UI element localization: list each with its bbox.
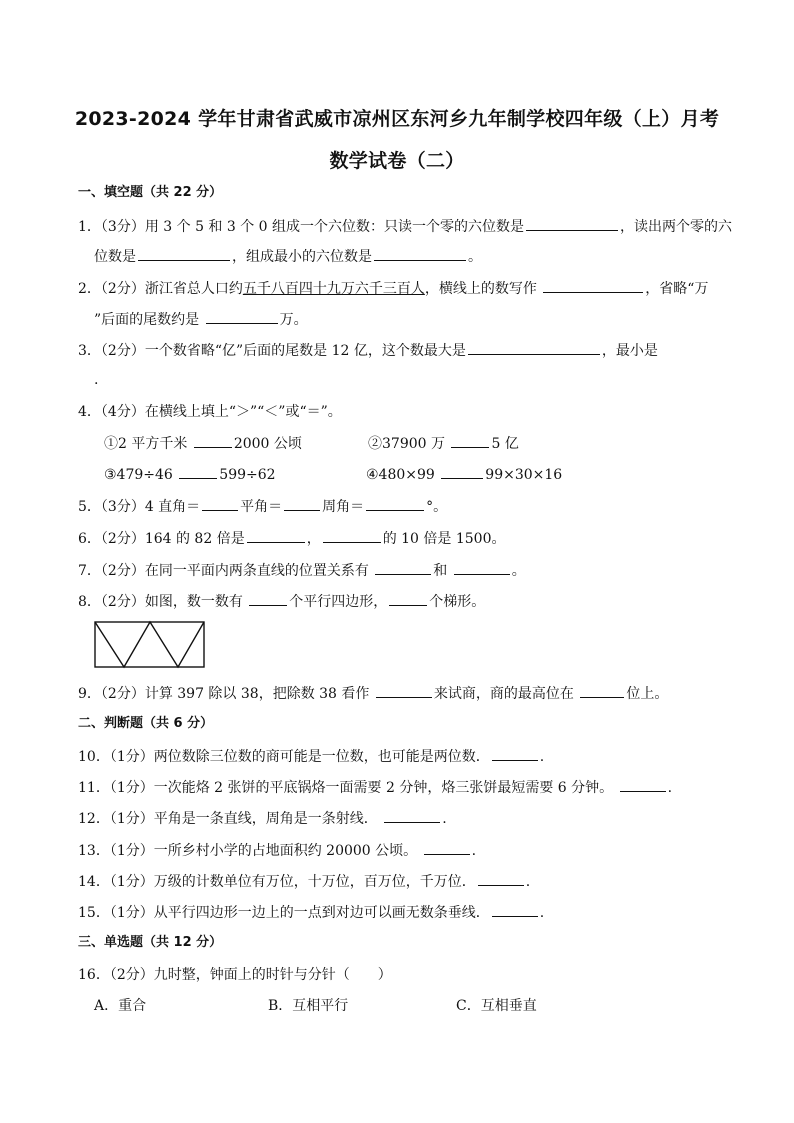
answer-blank[interactable] xyxy=(284,496,320,511)
question-1-text: 1．（3分）用 3 个 5 和 3 个 0 组成一个六位数：只读一个零的六位数是 xyxy=(78,219,525,235)
question-9 xyxy=(78,683,668,704)
question-4-text: ④480×99 xyxy=(366,467,435,483)
question-3-text: . xyxy=(94,372,99,388)
question-10-text: . xyxy=(539,749,545,765)
question-4-text: 99×30×16 xyxy=(485,467,563,483)
question-13 xyxy=(78,840,476,861)
question-3-line1 xyxy=(78,340,658,361)
answer-blank[interactable] xyxy=(620,777,666,792)
question-10 xyxy=(78,746,544,767)
question-2-line2 xyxy=(94,309,308,330)
question-15-text: . xyxy=(539,905,545,921)
question-5 xyxy=(78,496,447,517)
question-12-text: 12．（1分）平角是一条直线，周角是一条射线． xyxy=(78,811,378,827)
question-4-item-4 xyxy=(366,464,562,485)
question-14 xyxy=(78,871,530,892)
question-7-text: 。 xyxy=(511,563,526,579)
question-9-text: 位上。 xyxy=(626,686,669,702)
answer-blank[interactable] xyxy=(375,560,431,575)
question-8-text: 个平行四边形， xyxy=(289,594,388,610)
question-9-text: 9．（2分）计算 397 除以 38，把除数 38 看作 xyxy=(78,686,370,702)
question-16-stem: 16．（2分）九时整，钟面上的时针与分针（ ） xyxy=(78,967,392,983)
question-2-line1 xyxy=(78,278,708,299)
answer-blank[interactable] xyxy=(478,871,524,886)
question-4-text: ②37900 万 xyxy=(368,436,445,452)
answer-blank[interactable] xyxy=(323,528,381,543)
question-14-text: . xyxy=(525,874,531,890)
answer-blank[interactable] xyxy=(249,591,287,606)
question-11 xyxy=(78,777,672,798)
question-9-text: 来试商，商的最高位在 xyxy=(433,686,574,702)
answer-blank[interactable] xyxy=(376,683,432,698)
question-12 xyxy=(78,808,447,829)
question-8-text: 8．（2分）如图，数一数有 xyxy=(78,594,243,610)
answer-blank[interactable] xyxy=(202,496,238,511)
figure-outline xyxy=(95,622,204,667)
question-3-line2 xyxy=(94,370,98,390)
answer-blank[interactable] xyxy=(424,840,470,855)
question-5-text: °。 xyxy=(426,499,448,515)
question-3-text: 3．（2分）一个数省略“亿”后面的尾数是 12 亿，这个数最大是 xyxy=(78,343,466,359)
answer-blank[interactable] xyxy=(526,216,618,231)
question-4-item-3 xyxy=(104,464,276,485)
answer-blank[interactable] xyxy=(543,278,643,293)
section-judge-heading: 二、判断题（共 6 分） xyxy=(78,716,214,731)
exam-title-line1: 2023-2024 学年甘肃省武威市凉州区东河乡九年制学校四年级（上）月考 xyxy=(74,108,720,130)
question-2-text: 2．（2分）浙江省总人口约 xyxy=(78,281,243,297)
question-2-text: 万。 xyxy=(279,312,308,328)
question-2-text: ，横线上的数写作 xyxy=(424,281,537,297)
question-1-line2 xyxy=(94,246,482,267)
question-11-text: . xyxy=(667,780,673,796)
answer-blank[interactable] xyxy=(194,433,232,448)
answer-blank[interactable] xyxy=(454,560,510,575)
answer-blank[interactable] xyxy=(206,309,278,324)
question-16-option-b[interactable]: B．互相平行 xyxy=(268,998,349,1014)
question-5-text: 5．（3分）4 直角＝ xyxy=(78,499,201,515)
answer-blank[interactable] xyxy=(384,808,440,823)
answer-blank[interactable] xyxy=(179,464,217,479)
figure-zigzag xyxy=(95,622,204,667)
question-4-text: 599÷62 xyxy=(219,467,276,483)
question-4-item-1 xyxy=(104,433,302,454)
answer-blank[interactable] xyxy=(451,433,489,448)
answer-blank[interactable] xyxy=(138,246,230,261)
question-2-text: ”后面的尾数约是 xyxy=(94,312,200,328)
question-16-option-c[interactable]: C．互相垂直 xyxy=(456,998,537,1014)
answer-blank[interactable] xyxy=(389,591,427,606)
question-7-text: 7．（2分）在同一平面内两条直线的位置关系有 xyxy=(78,563,369,579)
question-8 xyxy=(78,591,485,612)
question-1-text: ，读出两个零的六 xyxy=(620,219,733,235)
answer-blank[interactable] xyxy=(366,496,424,511)
question-4-stem: 4．（4分）在横线上填上“＞”“＜”或“＝”。 xyxy=(78,404,342,420)
section-fill-heading: 一、填空题（共 22 分） xyxy=(78,185,223,200)
question-8-text: 个梯形。 xyxy=(429,594,486,610)
exam-title-line2: 数学试卷（二） xyxy=(329,150,465,172)
question-11-text: 11．（1分）一次能烙 2 张饼的平底锅烙一面需要 2 分钟，烙三张饼最短需要 6 分钟。 xyxy=(78,780,614,796)
question-15 xyxy=(78,902,544,923)
question-7 xyxy=(78,560,526,581)
question-1-text: ，组成最小的六位数是 xyxy=(232,249,372,265)
answer-blank[interactable] xyxy=(468,340,600,355)
question-2-underlined-number: 五千八百四十九万六千三百人 xyxy=(242,281,425,297)
question-6-text: 6．（2分）164 的 82 倍是 xyxy=(78,531,245,547)
question-4-text: 5 亿 xyxy=(491,436,519,452)
question-4-item-2 xyxy=(368,433,519,454)
answer-blank[interactable] xyxy=(247,528,305,543)
question-15-text: 15．（1分）从平行四边形一边上的一点到对边可以画无数条垂线． xyxy=(78,905,490,921)
answer-blank[interactable] xyxy=(580,683,624,698)
question-4-text: ③479÷46 xyxy=(104,467,173,483)
question-2-text: ，省略“万 xyxy=(645,281,709,297)
question-16-option-a[interactable]: A．重合 xyxy=(94,998,147,1014)
question-1-text: 位数是 xyxy=(94,249,136,265)
question-4-text: ①2 平方千米 xyxy=(104,436,188,452)
question-10-text: 10．（1分）两位数除三位数的商可能是一位数，也可能是两位数． xyxy=(78,749,490,765)
question-7-text: 和 xyxy=(433,563,448,579)
question-13-text: . xyxy=(471,843,477,859)
question-6-text: 的 10 倍是 1500。 xyxy=(382,531,506,547)
question-13-text: 13．（1分）一所乡村小学的占地面积约 20000 公顷。 xyxy=(78,843,418,859)
question-3-text: ，最小是 xyxy=(601,343,658,359)
answer-blank[interactable] xyxy=(374,246,466,261)
question-1-text: 。 xyxy=(468,249,482,265)
question-6-text: ， xyxy=(306,531,321,547)
question-14-text: 14．（1分）万级的计数单位有万位，十万位，百万位，千万位． xyxy=(78,874,476,890)
section-choice-heading: 三、单选题（共 12 分） xyxy=(78,935,223,950)
trapezoid-triangles-figure xyxy=(94,620,206,670)
question-12-text: . xyxy=(442,811,447,827)
answer-blank[interactable] xyxy=(441,464,483,479)
answer-blank[interactable] xyxy=(492,902,538,917)
question-5-text: 平角＝ xyxy=(240,499,283,515)
question-5-text: 周角＝ xyxy=(322,499,365,515)
question-1-line1 xyxy=(78,216,732,237)
answer-blank[interactable] xyxy=(492,746,538,761)
question-6 xyxy=(78,528,506,549)
question-4-text: 2000 公顷 xyxy=(233,436,302,452)
